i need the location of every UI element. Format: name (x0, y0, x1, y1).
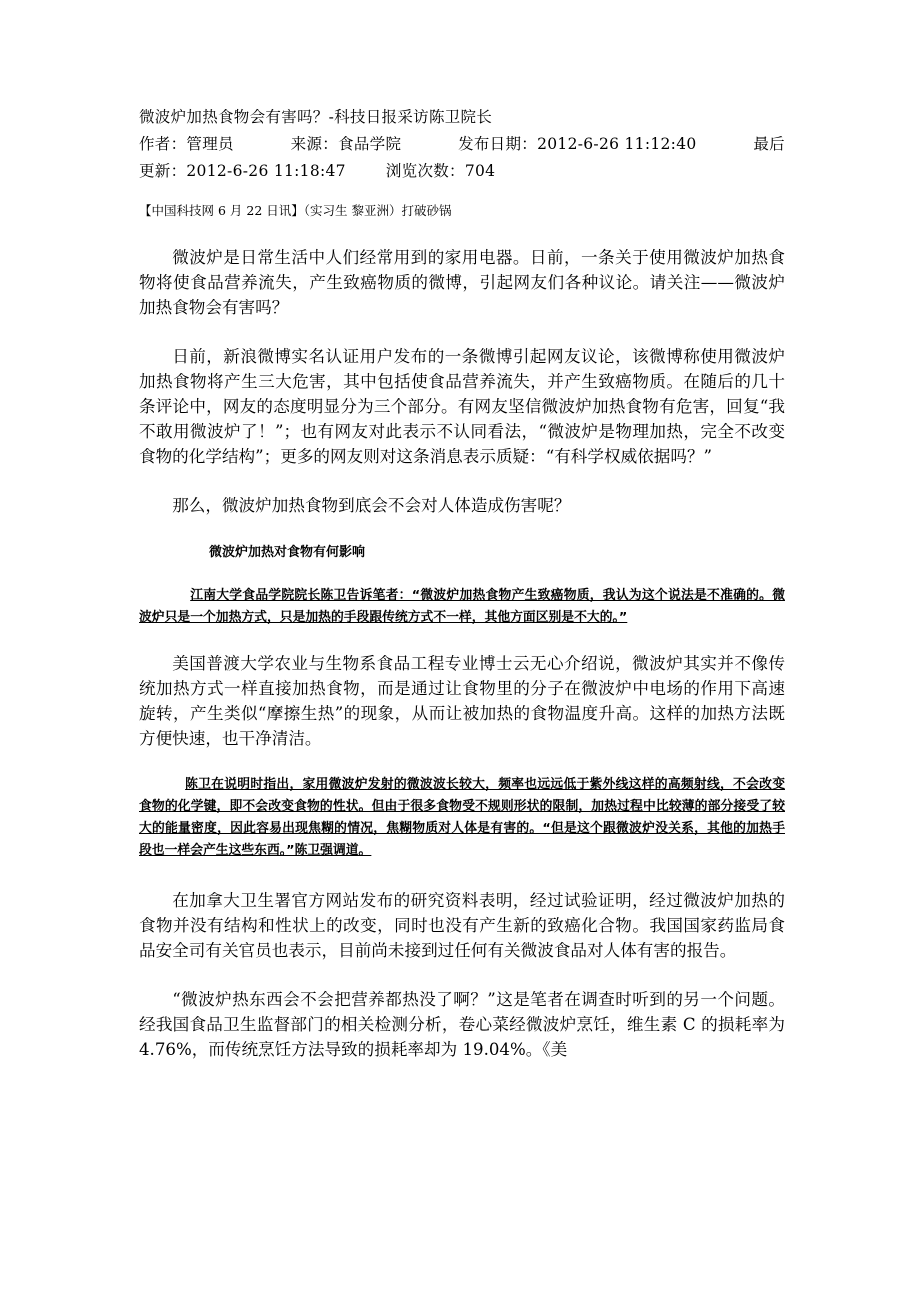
title-line (139, 104, 785, 131)
paragraph-intro: 微波炉是日常生活中人们经常用到的家用电器。日前，一条关于使用微波炉加热食物将使食品营养流失，产生致癌物质的微博，引起网友们各种议论。请关注——微波炉加热食物会有害吗？ (139, 248, 785, 317)
meta-line-2 (139, 158, 785, 185)
document-page (139, 104, 785, 1062)
section-heading: 微波炉加热对食物有何影响 (209, 545, 366, 560)
author-label: 作者：管理员 (139, 135, 234, 153)
paragraph-canada: 在加拿大卫生署官方网站发布的研究资料表明，经过试验证明，经过微波炉加热的食物并没有结构和性状上的改变，同时也没有产生新的致癌化合物。我国国家药监局食品安全司有关官员也表示，目前尚未接到过任何有关微波食品对人体有害的报告。 (139, 891, 785, 960)
updated-label-part1: 最后 (753, 135, 785, 153)
article-title: 微波炉加热食物会有害吗？-科技日报采访陈卫院长 (139, 108, 493, 126)
paragraph-purdue: 美国普渡大学农业与生物系食品工程专业博士云无心介绍说，微波炉其实并不像传统加热方式一样直接加热食物，而是通过让食物里的分子在微波炉中电场的作用下高速旋转，产生类似“摩擦生热”的现象，从而让被加热的食物温度升高。这样的加热方法既方便快速，也干净清洁。 (139, 654, 785, 748)
published-label: 发布日期：2012-6-26 11:12:40 (458, 135, 697, 153)
article-header (139, 104, 785, 185)
views-label: 浏览次数：704 (385, 162, 496, 180)
dateline: 【中国科技网 6 月 22 日讯】（实习生 黎亚洲）打破砂锅 (139, 203, 452, 218)
paragraph-weibo: 日前，新浪微博实名认证用户发布的一条微博引起网友议论，该微博称使用微波炉加热食物将产生三大危害，其中包括使食品营养流失，并产生致癌物质。在随后的几十条评论中，网友的态度明显分为三个部分。有网友坚信微波炉加热食物有危害，回复“我不敢用微波炉了！”；也有网友对此表示不认同看法，“微波炉是物理加热，完全不改变食物的化学结构”；更多的网友则对这条消息表示质疑：“有科学权威依据吗？” (139, 347, 785, 466)
paragraph-nutrition: “微波炉热东西会不会把营养都热没了啊？”这是笔者在调查时听到的另一个问题。经我国食品卫生监督部门的相关检测分析，卷心菜经微波炉烹饪，维生素 C 的损耗率为 4.76%，而传统烹饪方法导致的损耗率却为 19.04%。《美 (139, 990, 785, 1059)
quote-chenwei-1: 江南大学食品学院院长陈卫告诉笔者：“微波炉加热食物产生致癌物质，我认为这个说法是不准确的。微波炉只是一个加热方式，只是加热的手段跟传统方式不一样，其他方面区别是不大的。” (139, 588, 785, 625)
source-label: 来源：食品学院 (290, 135, 402, 153)
quote-chenwei-2: 陈卫在说明时指出，家用微波炉发射的微波波长较大，频率也远远低于紫外线这样的高频射线，不会改变食物的化学键，即不会改变食物的性状。但由于很多食物受不规则形状的限制，加热过程中比较薄的部分接受了较大的能量密度，因此容易出现焦糊的情况，焦糊物质对人体是有害的。“但是这个跟微波炉没关系，其他的加热手段也一样会产生这些东西。”陈卫强调道。 (139, 777, 785, 858)
meta-line-1 (139, 131, 785, 158)
updated-label-part2: 更新：2012-6-26 11:18:47 (139, 162, 346, 180)
paragraph-question: 那么，微波炉加热食物到底会不会对人体造成伤害呢？ (172, 496, 571, 515)
